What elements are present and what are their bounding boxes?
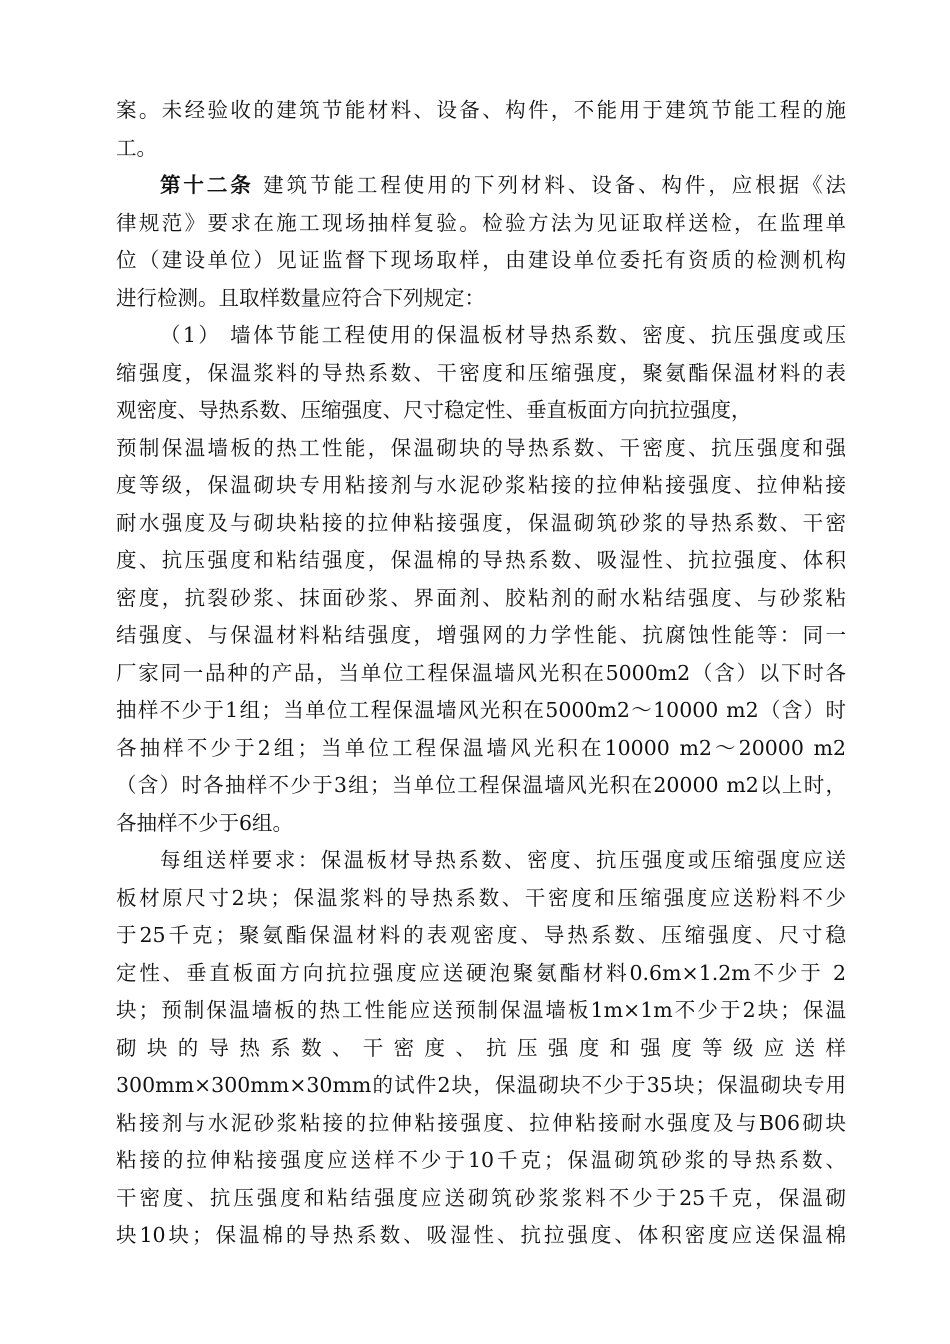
text-line: 耐水强度及与砌块粘接的拉伸粘接强度，保温砌筑砂浆的导热系数、干密 [116,510,846,535]
text-line: 缩强度，保温浆料的导热系数、干密度和压缩强度，聚氨酯保温材料的表 [116,360,846,385]
document-page [116,92,846,1255]
text-line: 律规范》要求在施工现场抽样复验。检验方法为见证取样送检，在监理单 [116,210,846,235]
text-line: 各抽样不少于6组。 [116,810,294,835]
text-line: 结强度、与保温材料粘结强度，增强网的力学性能、抗腐蚀性能等：同一 [116,623,846,647]
text-line: 板材原尺寸2块；保温浆料的导热系数、干密度和压缩强度应送粉料不少 [116,885,846,910]
text-line: （含）时各抽样不少于3组；当单位工程保温墙风光积在20000 m2以上时， [116,773,846,797]
text-line: 定性、垂直板面方向抗拉强度应送硬泡聚氨酯材料0.6m×1.2m不少于 2 [116,960,846,985]
text-line: 厂家同一品种的产品，当单位工程保温墙风光积在5000m2（含）以下时各 [116,660,846,685]
text-line: 度、抗压强度和粘结强度，保温棉的导热系数、吸湿性、抗拉强度、体积 [116,548,846,572]
text-line: 300mm×300mm×30mm的试件2块，保温砌块不少于35块；保温砌块专用 [116,1073,846,1097]
text-line: 预制保温墙板的热工性能，保温砌块的导热系数、干密度、抗压强度和强 [116,435,846,460]
text-line: 工。 [116,135,157,160]
paragraph-start: 每组送样要求：保温板材导热系数、密度、抗压强度或压缩强度应送 [160,848,846,872]
text-line: 观密度、导热系数、压缩强度、尺寸稳定性、垂直板面方向抗拉强度， [116,398,752,422]
text-line: 粘接的拉伸粘接强度应送样不少于10千克；保温砌筑砂浆的导热系数、 [116,1148,846,1172]
text-line: 于25千克；聚氨酯保温材料的表观密度、导热系数、压缩强度、尺寸稳 [116,923,846,947]
text-line: 砌块的导热系数、干密度、抗压强度和强度等级应送样 [116,1035,846,1060]
text-line: 建筑节能工程使用的下列材料、设备、构件，应根据《法 [253,173,847,197]
text-line: 密度，抗裂砂浆、抹面砂浆、界面剂、胶粘剂的耐水粘结强度、与砂浆粘 [116,585,846,610]
text-line: 案。未经验收的建筑节能材料、设备、构件，不能用于建筑节能工程的施 [116,98,846,122]
text-line: 进行检测。且取样数量应符合下列规定： [116,285,485,310]
text-line: 抽样不少于1组；当单位工程保温墙风光积在5000m2～10000 m2（含）时 [116,698,846,722]
text-line: 块；预制保温墙板的热工性能应送预制保温墙板1m×1m不少于2块；保温 [116,998,846,1022]
text-line: 粘接剂与水泥砂浆粘接的拉伸粘接强度、拉伸粘接耐水强度及与B06砌块 [116,1110,846,1135]
text-line: 位（建设单位）见证监督下现场取样，由建设单位委托有资质的检测机构 [116,248,846,272]
text-line: 度等级，保温砌块专用粘接剂与水泥砂浆粘接的拉伸粘接强度、拉伸粘接 [116,473,846,497]
text-line: 干密度、抗压强度和粘结强度应送砌筑砂浆浆料不少于25千克，保温砌 [116,1185,846,1210]
article-number: 第十二条 [160,173,254,197]
text-line: 各抽样不少于2组；当单位工程保温墙风光积在10000 m2～20000 m2 [116,735,846,760]
article-heading-line [116,167,846,205]
text-line: 块10块；保温棉的导热系数、吸湿性、抗拉强度、体积密度应送保温棉 [116,1223,846,1247]
list-item-1: （1） 墙体节能工程使用的保温板材导热系数、密度、抗压强度或压 [160,323,846,347]
